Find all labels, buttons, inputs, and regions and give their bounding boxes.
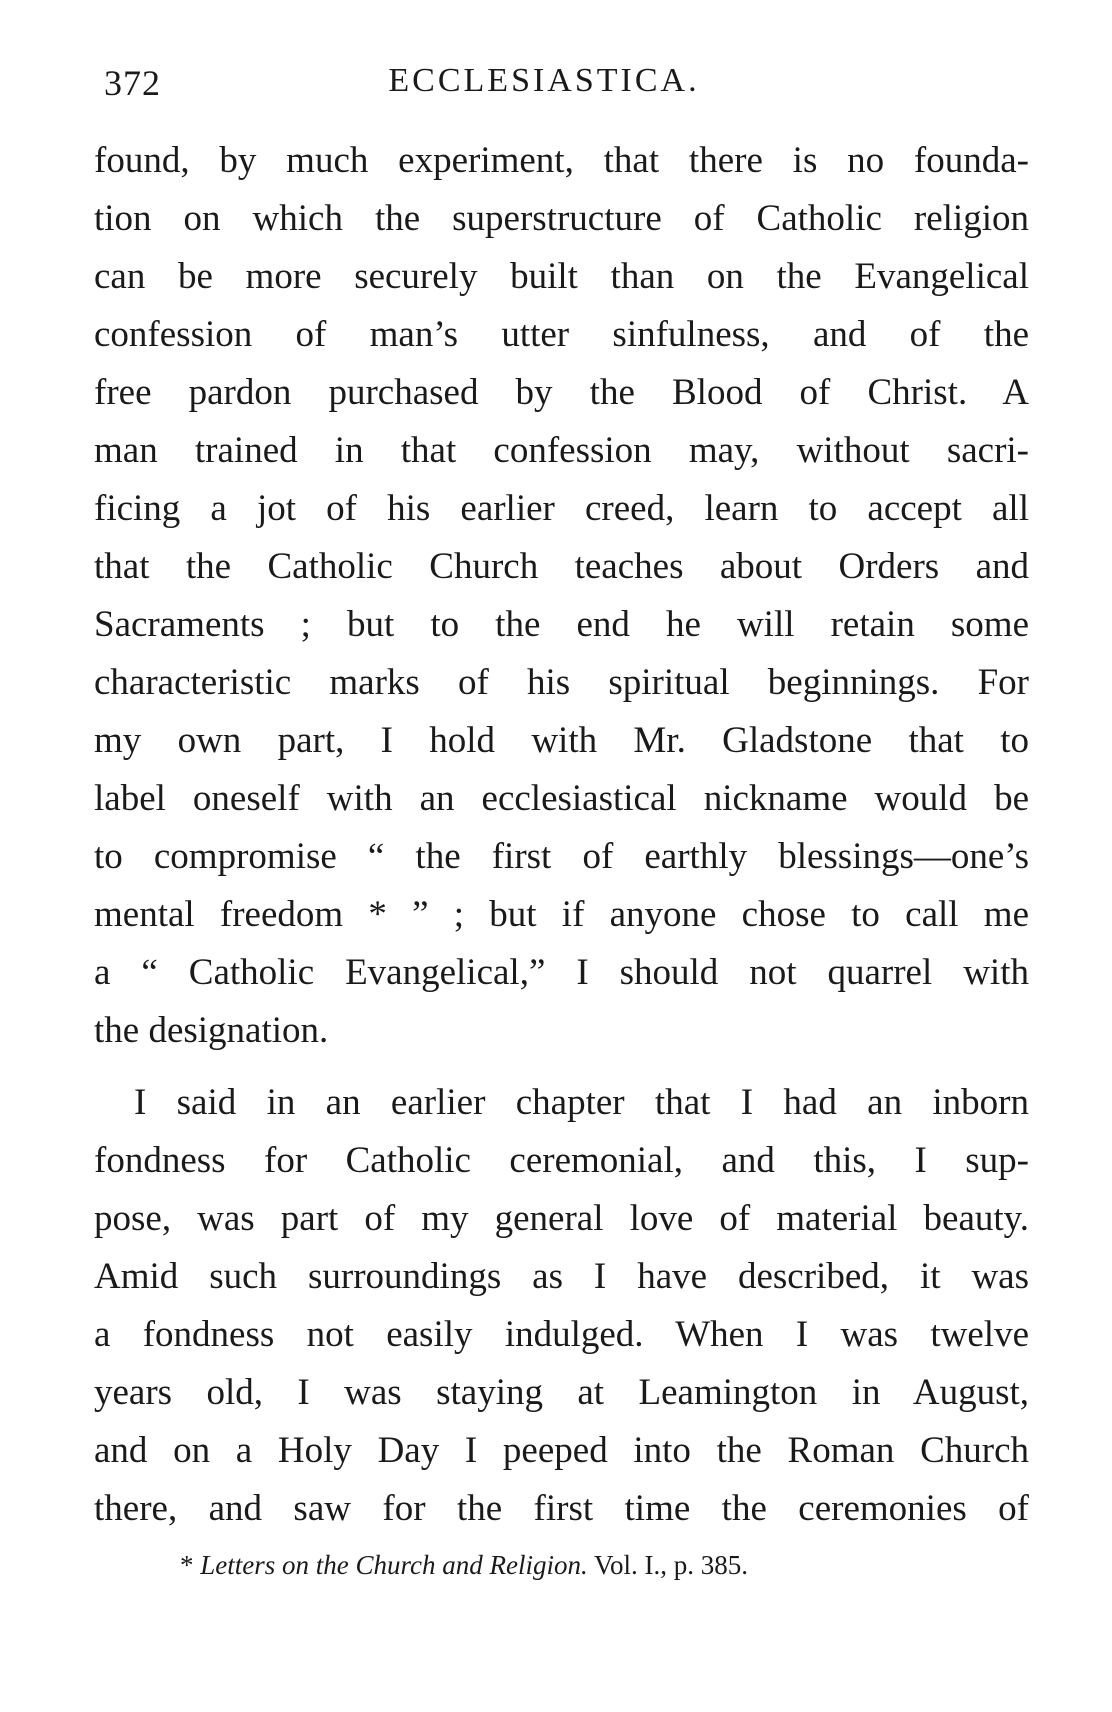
text-line: pose, was part of my general love of material beauty. bbox=[94, 1198, 1029, 1239]
text-line: can be more securely built than on the Evangelical bbox=[94, 256, 1029, 297]
text-line: tion on which the superstructure of Catholic religion bbox=[94, 198, 1029, 239]
text-line: fondness for Catholic ceremonial, and this, I sup- bbox=[94, 1140, 1029, 1181]
text-line: Amid such surroundings as I have described, it was bbox=[94, 1256, 1029, 1297]
text-line: found, by much experiment, that there is no founda- bbox=[94, 140, 1029, 181]
running-head bbox=[104, 62, 984, 112]
text-line: man trained in that confession may, without sacri- bbox=[94, 430, 1029, 471]
text-line: Sacraments ; but to the end he will retain some bbox=[94, 604, 1029, 645]
text-line: years old, I was staying at Leamington in August, bbox=[94, 1372, 1029, 1413]
text-line: label oneself with an ecclesiastical nickname would be bbox=[94, 778, 1029, 819]
page-number: 372 bbox=[104, 63, 161, 103]
text-line: a fondness not easily indulged. When I was twelve bbox=[94, 1314, 1029, 1355]
text-line: I said in an earlier chapter that I had an inborn bbox=[134, 1082, 1029, 1123]
text-line: and on a Holy Day I peeped into the Roman Church bbox=[94, 1430, 1029, 1471]
running-title: ECCLESIASTICA. bbox=[388, 62, 700, 99]
footnote bbox=[180, 1550, 1030, 1581]
text-line: the designation. bbox=[94, 1010, 329, 1051]
text-line: characteristic marks of his spiritual beginnings. For bbox=[94, 662, 1029, 703]
paragraph-1 bbox=[94, 132, 1029, 1060]
paragraph-2 bbox=[94, 1074, 1029, 1538]
text-line: a “ Catholic Evangelical,” I should not quarrel with bbox=[94, 952, 1029, 993]
text-line: confession of man’s utter sinfulness, and of the bbox=[94, 314, 1029, 355]
text-line: ficing a jot of his earlier creed, learn to accept all bbox=[94, 488, 1029, 529]
text-line: free pardon purchased by the Blood of Christ. A bbox=[94, 372, 1029, 413]
text-line: my own part, I hold with Mr. Gladstone that to bbox=[94, 720, 1029, 761]
text-line: mental freedom * ” ; but if anyone chose to call me bbox=[94, 894, 1029, 935]
text-line: there, and saw for the first time the ceremonies of bbox=[94, 1488, 1029, 1529]
body-text bbox=[94, 132, 1029, 1538]
footnote-source: Letters on the Church and Religion. bbox=[200, 1550, 588, 1580]
footnote-citation: Vol. I., p. 385. bbox=[593, 1550, 748, 1580]
footnote-marker: * bbox=[180, 1550, 194, 1580]
text-line: to compromise “ the first of earthly blessings—one’s bbox=[94, 836, 1029, 877]
text-line: that the Catholic Church teaches about Orders and bbox=[94, 546, 1029, 587]
